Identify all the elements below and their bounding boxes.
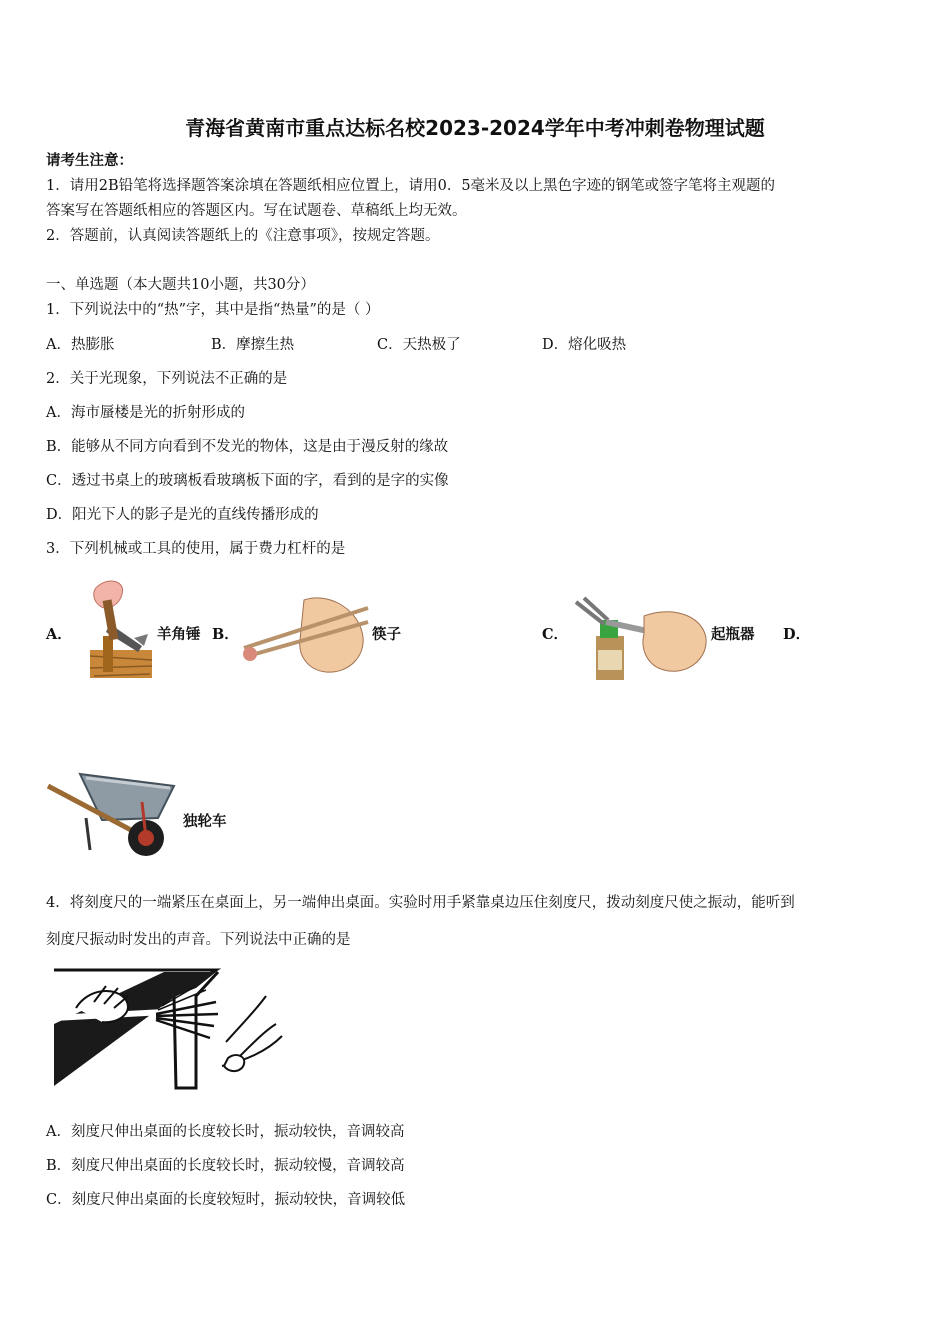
notice-heading: 请考生注意：	[46, 152, 133, 169]
q3-b-label: 筷子	[372, 626, 401, 643]
notice-line-1a: 1．请用2B铅笔将选择题答案涂填在答题纸相应位置上，请用0．5毫米及以上黑色字迹的钢笔或签字笔将主观题的	[46, 178, 776, 194]
q4-stem-line-1: 4．将刻度尺的一端紧压在桌面上，另一端伸出桌面。实验时用手紧靠桌边压住刻度尺，拨动刻度尺使之振动，能听到	[46, 895, 795, 911]
exam-title: 青海省黄南市重点达标名校2023-2024学年中考冲刺卷物理试题	[185, 116, 765, 140]
q3-a-letter: A．	[46, 626, 72, 643]
q3-c-letter: C．	[542, 626, 569, 643]
q1-option-d: D．熔化吸热	[542, 337, 627, 353]
notice-line-1b: 答案写在答题纸相应的答题区内。写在试题卷、草稿纸上均无效。	[46, 203, 467, 219]
q2-option-d: D．阳光下人的影子是光的直线传播形成的	[46, 507, 319, 523]
bottle-opener-figure	[574, 594, 710, 680]
chopsticks-figure	[238, 592, 370, 676]
q4-option-a: A．刻度尺伸出桌面的长度较长时，振动较快，音调较高	[46, 1124, 405, 1140]
ruler-vibration-figure	[46, 966, 286, 1092]
q2-option-c: C．透过书桌上的玻璃板看玻璃板下面的字，看到的是字的实像	[46, 473, 449, 489]
section-heading: 一、单选题（本大题共10小题，共30分）	[46, 277, 315, 293]
claw-hammer-figure	[84, 576, 156, 680]
q3-b-letter: B．	[212, 626, 239, 643]
q3-d-label: 独轮车	[183, 813, 227, 830]
q1-option-a: A．热膨胀	[46, 337, 115, 353]
q3-stem: 3．下列机械或工具的使用，属于费力杠杆的是	[46, 541, 346, 557]
q3-a-label: 羊角锤	[157, 626, 201, 643]
q3-d-letter: D．	[783, 626, 811, 643]
q1-option-b: B．摩擦生热	[211, 337, 295, 353]
q3-c-label: 起瓶器	[711, 626, 755, 643]
q1-option-c: C．天热极了	[377, 337, 461, 353]
wheelbarrow-figure	[46, 768, 178, 862]
q2-stem: 2．关于光现象，下列说法不正确的是	[46, 371, 288, 387]
q2-option-a: A．海市蜃楼是光的折射形成的	[46, 405, 245, 421]
q4-option-c: C．刻度尺伸出桌面的长度较短时，振动较快，音调较低	[46, 1192, 406, 1208]
notice-line-2: 2．答题前，认真阅读答题纸上的《注意事项》，按规定答题。	[46, 228, 440, 244]
q1-stem: 1．下列说法中的“热”字，其中是指“热量”的是（ ）	[46, 302, 380, 318]
q4-stem-line-2: 刻度尺振动时发出的声音。下列说法中正确的是	[46, 932, 351, 948]
q2-option-b: B．能够从不同方向看到不发光的物体，这是由于漫反射的缘故	[46, 439, 449, 455]
q4-option-b: B．刻度尺伸出桌面的长度较长时，振动较慢，音调较高	[46, 1158, 405, 1174]
